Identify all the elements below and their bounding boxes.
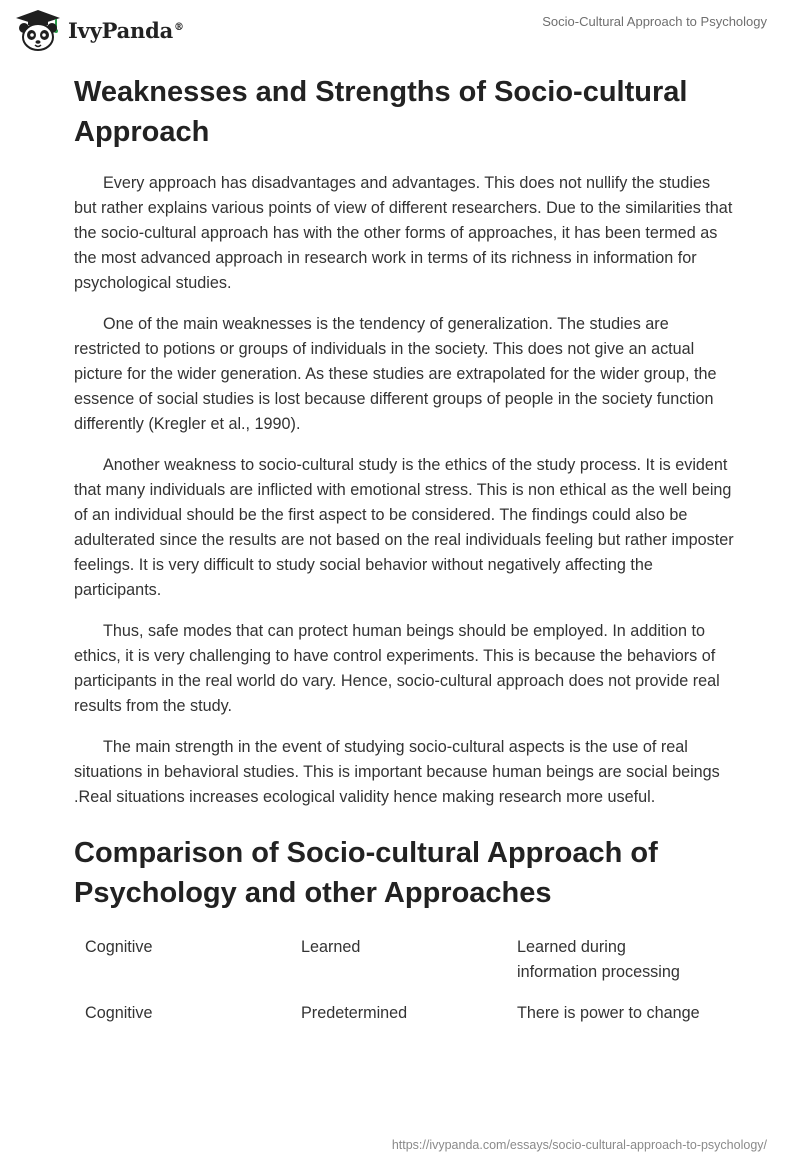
paragraph: Every approach has disadvantages and advantages. This does not nullify the studies but rather explains various points of view of different researchers. Due to the similarities that the socio-cultural approach has with the other forms of approaches, it has been termed as the most advanced approach in research work in terms of its richness in information for psychological studies. [74, 174, 733, 292]
table-row [73, 927, 721, 993]
article-body [74, 72, 734, 1034]
paragraph: One of the main weaknesses is the tendency of generalization. The studies are restricted to potions or groups of individuals in the society. This does not give an actual picture for the wider generation. As these studies are extrapolated for the wider group, the essence of social studies is lost because different groups of people in the society function differently (Kregler et al., 1990). [74, 315, 717, 433]
table-cell: Learned during information processing [517, 938, 680, 981]
brand-name: IvyPanda® [68, 17, 184, 43]
comparison-table [73, 927, 721, 1034]
table-cell: Learned [301, 938, 361, 956]
paragraph: The main strength in the event of studying socio-cultural aspects is the use of real situations in behavioral studies. This is important because human beings are social beings .Real situations increases ecological validity hence making research more useful. [74, 738, 720, 806]
brand-logo[interactable] [14, 8, 184, 52]
table-cell: Cognitive [85, 938, 153, 956]
section-heading-weaknesses-strengths: Weaknesses and Strengths of Socio-cultural Approach [74, 76, 688, 148]
source-url[interactable]: https://ivypanda.com/essays/socio-cultural-approach-to-psychology/ [391, 1138, 767, 1152]
paragraph: Another weakness to socio-cultural study is the ethics of the study process. It is evident that many individuals are inflicted with emotional stress. This is non ethical as the well being of an individual should be the first aspect to be considered. The findings could also be adulterated since the results are not based on the real individuals feeling but rather imposter feelings. It is very difficult to study social behavior without negatively affecting the participants. [74, 456, 734, 599]
table-cell: Cognitive [85, 1004, 153, 1022]
paragraph: Thus, safe modes that can protect human beings should be employed. In addition to ethics, it is very challenging to have control experiments. This is because the behaviors of participants in the real world do vary. Hence, socio-cultural approach does not provide real results from the study. [74, 622, 720, 715]
table-row [73, 993, 721, 1034]
section-heading-comparison: Comparison of Socio-cultural Approach of Psychology and other Approaches [74, 837, 658, 909]
panda-graduate-icon [14, 8, 62, 52]
page-header [0, 0, 800, 60]
table-cell: There is power to change [517, 1004, 700, 1022]
document-title: Socio-Cultural Approach to Psychology [542, 14, 767, 29]
table-cell: Predetermined [301, 1004, 408, 1022]
